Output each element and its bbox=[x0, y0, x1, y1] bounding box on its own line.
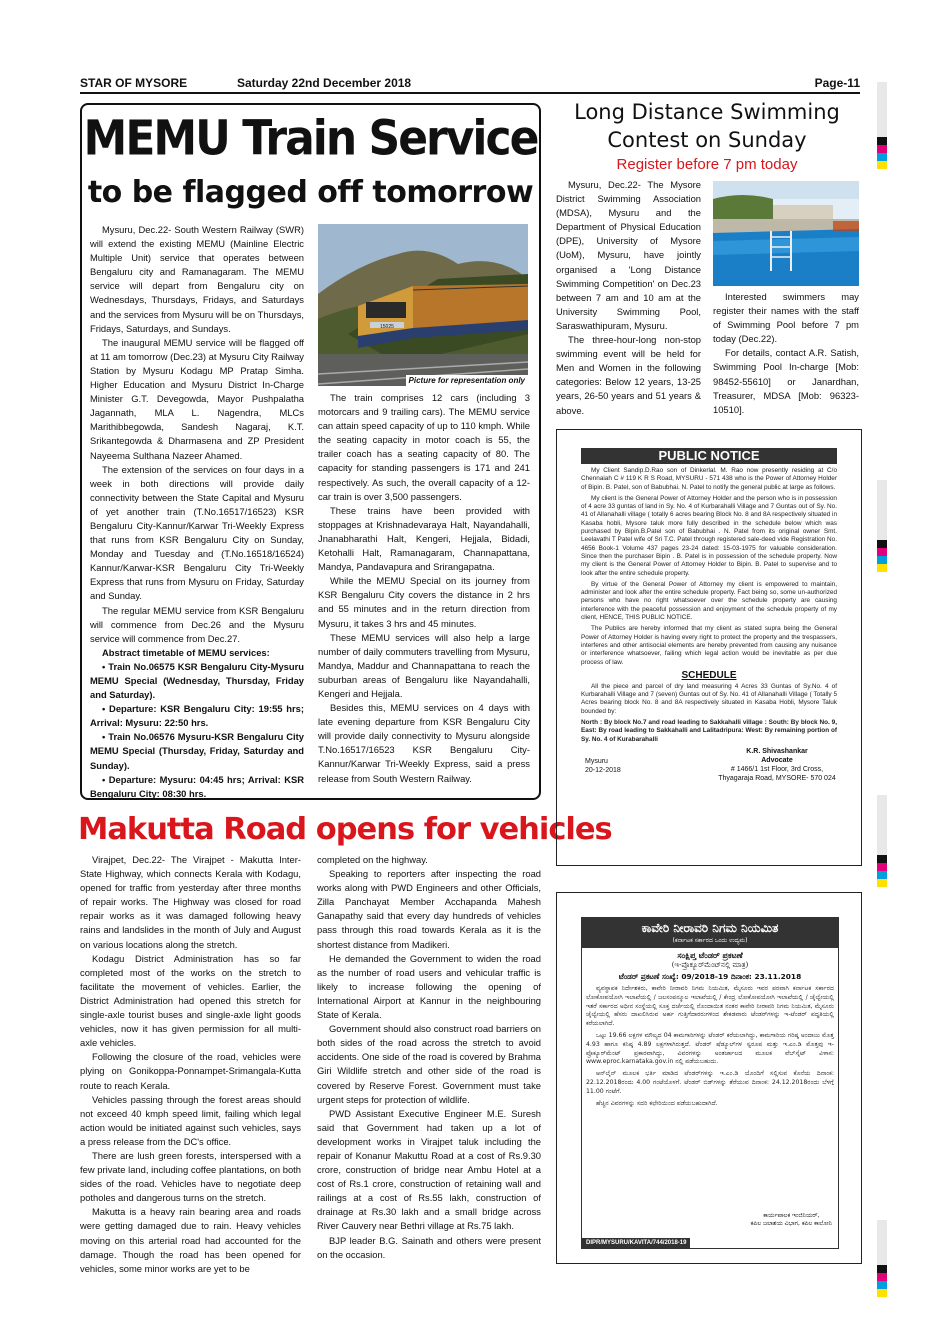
tender-org-sub: (ಕರ್ನಾಟಕ ಸರ್ಕಾರದ ಒಂದು ಉದ್ಯಮ) bbox=[582, 936, 838, 948]
memu-para: These MEMU services will also help a large number of daily commuters travelling from Mysuru, Mandya, Maddur and Channapattana to reach the suburban areas of Bengaluru like Nayandahalli, Kengeri and Hejjala. bbox=[318, 631, 530, 699]
memu-para: The regular MEMU service from KSR Bengaluru will commence from Dec.26 and the Mysuru service will commence from Dec.27. bbox=[90, 604, 304, 644]
train-photo bbox=[318, 224, 528, 386]
swim-subheadline: Register before 7 pm today bbox=[616, 156, 798, 173]
memu-para: While the MEMU Special on its journey from KSR Bengaluru City covers the distance in 2 hrs and 55 minutes and in the return direction from Mysuru, it takes 3 hrs and 45 minutes. bbox=[318, 575, 530, 629]
swim-headline-2: Contest on Sunday bbox=[607, 128, 807, 152]
advocate-name: K.R. Shivashankar bbox=[746, 747, 808, 755]
swim-column-1 bbox=[556, 178, 701, 418]
memu-article-box bbox=[80, 103, 541, 800]
swim-headline-1: Long Distance Swimming bbox=[574, 100, 840, 124]
tender-org: ಕಾವೇರಿ ನೀರಾವರಿ ನಿಗಮ ನಿಯಮಿತ bbox=[582, 918, 838, 936]
makutta-para: He demanded the Government to widen the road as the number of road users and vehicular traffic is likely to increase following the opening of International Airport at Kannur in the neighbouring State of Kerala. bbox=[317, 952, 541, 1021]
memu-column-2 bbox=[318, 391, 530, 791]
notice-para: My Client Sandip.D.Rao son of Dinkerlal. M. Rao now presently residing at C/o Chennaiah C # 119 K R S Road, MYSURU - 571 438 who is the Power of Attorney Holder of Bipin. B. Patel, son of Babubhai. N. Patel to notify the general public at large as follows. bbox=[581, 467, 837, 491]
tender-para: ಒಟ್ಟು 19.66 ಲಕ್ಷಗಳ ಮೌಲ್ಯದ 04 ಕಾಮಗಾರಿಗಳನ್ನು ಟೆಂಡರ್ ಕರೆಯಲಾಗಿದ್ದು, ಕಾಮಗಾರಿಯ ಗರಿಷ್ಠ ಅಂದಾಜು ಮೊತ್ತ 4.93 ಹಾಗೂ ಕನಿಷ್ಠ 4.89 ಲಕ್ಷಗಳಾಗಿರುತ್ತದೆ. ಟೆಂಡರ್ ಷೆಡ್ಯೂಲ್‌ಗಳ ಸ್ವರೂಪ ಮತ್ತು ಇ.ಎಂ.ಡಿ ಮೊತ್ತವು ಇ-ಪ್ರೊಕ್ಯೂರ್‌ಮೆಂಟ್ ಪ್ರಕಾರವಾಗಿದ್ದು, ವಿವರಗಳನ್ನು ಅಂತರ್ಜಾಲದ ಮೂಲಕ ವೆಬ್‌ಸೈಟ್ ವಿಳಾಸ: www.eproc.karnataka.gov.in ನಲ್ಲಿ ಪಡೆಯಬಹುದು. bbox=[586, 1031, 834, 1066]
makutta-para: There are lush green forests, interspersed with a few private land, including coffee plantations, on both sides of the road. Vehicles have to negotiate deep potholes and dangerous turns on the stretch. bbox=[80, 1149, 301, 1204]
issue-date: Saturday 22nd December 2018 bbox=[237, 76, 412, 90]
makutta-para: PWD Assistant Executive Engineer M.E. Suresh said that Government had taken up a lot of development works in Virajpet taluk including the repair of Konanur Makuttu Road at a cost of Rs.9.30 crore, construction of bridge near Ambu Hotel at a cost of Rs.1 crore, construction of retaining wall and railings at a cost of Rs.55 lakh, construction of drainage at Rs.30 lakh and a small bridge across River Cauvery near Bethri village at Rs.75 lakh. bbox=[317, 1107, 541, 1232]
registration-marks-1 bbox=[877, 82, 887, 169]
tender-heading-1: ಸಂಕ್ಷಿಪ್ತ ಟೆಂಡರ್ ಪ್ರಕಟಣೆ bbox=[677, 951, 743, 960]
public-notice bbox=[556, 429, 862, 866]
memu-subheadline: to be flagged off tomorrow bbox=[87, 175, 534, 210]
notice-para: The Publics are hereby informed that my client as stated supra being the General Power of Attorney Holder is having every right to protect the property and the trespassers, interferes and other antisocial elements are hereby prevented from causing any nuisance or interference whatsoever, failing which legal action would be inevitable as per due process of law. bbox=[581, 625, 837, 666]
makutta-para: Speaking to reporters after inspecting the road works along with PWD Engineers and other Officials, Zilla Panchayat Member Acchapanda Mahesh Ganapathy said that every day hundreds of vehicles pass through this road towards Kerala as it is the shortest distance from Madikeri. bbox=[317, 868, 541, 950]
timetable-heading: Abstract timetable of MEMU services: bbox=[102, 646, 270, 658]
makutta-para: Vehicles passing through the forest areas should not exceed 40 kmph speed limit, failing which legal action would be initiated against such vehicles, says a press release from the DC's office. bbox=[80, 1093, 301, 1147]
page-number: Page-11 bbox=[814, 76, 860, 90]
memu-para: Besides this, MEMU services on 4 days with late evening departure from KSR Bengaluru City will provide daily connectivity to Mysuru alongside T.No.16517/16523 KSR Bengaluru City-Kannur/Karwar Tri-Weekly Express, said a press release from South Western Railway. bbox=[318, 702, 530, 784]
train-number: 15025 bbox=[380, 324, 394, 330]
makutta-column-2 bbox=[317, 853, 541, 1263]
tender-para: ಆನ್‌ಲೈನ್ ಮೂಲಕ ಭರ್ತಿ ಮಾಡಿದ ಟೆಂಡರ್‌ಗಳನ್ನು ಇ.ಎಂ.ಡಿ ಯೊಂದಿಗೆ ಸಲ್ಲಿಸುವ ಕೊನೆಯ ದಿನಾಂಕ: 22.12.2018ರಂದು 4.00 ಗಂಟೆಯೊಳಗೆ. ಟೆಂಡರ್ ಬಿಡ್‌ಗಳನ್ನು ತೆರೆಯುವ ದಿನಾಂಕ: 24.12.2018ರಂದು ಬೆಳಗ್ಗೆ 11.00 ಗಂಟೆಗೆ. bbox=[586, 1070, 834, 1095]
registration-marks-4 bbox=[877, 1220, 887, 1297]
timetable-item: • Train No.06575 KSR Bengaluru City-Mysuru MEMU Special (Wednesday, Thursday, Friday and Saturday). bbox=[90, 660, 304, 701]
tender-code: DIPR/MYSURU/KAVITA/744/2018-19 bbox=[582, 1238, 690, 1248]
tender-signatory-2: ಕಪಿಲ ಜಲಾಶಯ ವಿಭಾಗ, ಕಪಿಲ ಕಾಲೋನಿ bbox=[750, 1220, 832, 1227]
memu-para: The extension of the services on four days in a week in both directions will provide daily connectivity between the State Capital and Mysuru of yet another train (T.No.16517/16523) KSR Bengaluru City-Kannur/Karwar Tri-Weekly Express that runs from KSR Bengaluru City on Sunday, Monday and Tuesday and (T.No.16518/16524) Kannur/Karwar-KSR Bengaluru City Tri-Weekly Express that runs from Mysuru on Friday, Saturday and Sunday. bbox=[90, 463, 304, 602]
makutta-para: Makutta is a heavy rain bearing area and roads were getting damaged due to rain. Heavy vehicles moving on this arterial road had accounted for the damage. Though the road has been opened for vehicles, some minor works are yet to be bbox=[80, 1206, 301, 1274]
memu-para: The inaugural MEMU service will be flagged off at 11 am tomorrow (Dec.23) at Mysuru City Railway Station by Mysuru Kodagu MP Pratap Simha. Higher Education and Mysuru District In-Charge Minister G.T. Devegowda, Mayor Pushpalatha Jagannath, MLA L. Nagendra, MLCs Marithibbegowda, Sandesh Nagaraj, K.T. Srikantegowda & Dharmasena and ZP President Nayeema Sulthana Nazeer Ahamed. bbox=[90, 336, 304, 461]
memu-column-1 bbox=[90, 223, 304, 799]
advocate-address-2: Thyagaraja Road, MYSORE- 570 024 bbox=[718, 774, 836, 782]
tender-para: ಹೆಚ್ಚಿನ ವಿವರಗಳನ್ನು ಸದರಿ ಕಛೇರಿಯಿಂದ ಪಡೆಯಬಹುದಾಗಿದೆ. bbox=[596, 1099, 718, 1107]
schedule-text: All the piece and parcel of dry land measuring 4 Acres 33 Guntas of Sy.No. 4 of Kurbarahalli Village and 7 (seven) Guntas out of Sy. No. 41 of Allanahalli Village ( Totally 5 Acres bearing block No. 8 and 8A respectively situated in Kasaba Hobli, Mysore Taluk bounded by: bbox=[581, 682, 837, 715]
timetable-item: • Train No.06576 Mysuru-KSR Bengaluru City MEMU Special (Thursday, Friday, Saturday and Sunday). bbox=[90, 731, 304, 771]
makutta-para: Virajpet, Dec.22- The Virajpet - Makutta Inter-State Highway, which connects Kerala with Kodagu, opened for traffic from yesterday after three months of repair works. The Highway was closed for road repair works as it was damaged following heavy rains and landslides in the month of July and August on various locations along the stretch. bbox=[80, 854, 301, 950]
makutta-para: Kodagu District Administration has so far completed most of the works on the stretch to facilitate the movement of vehicles. Earlier, the District Administration had opened this stretch for single-axle tourist buses and single-axle light goods vehicles, now it has given permission for all multi-axle vehicles. bbox=[80, 952, 301, 1049]
advocate-role: Advocate bbox=[761, 756, 793, 764]
notice-date: 20-12-2018 bbox=[585, 766, 621, 774]
makutta-para: completed on the highway. bbox=[317, 854, 428, 865]
timetable-item: • Departure: Mysuru: 04:45 hrs; Arrival: KSR Bengaluru City: 08:30 hrs. bbox=[90, 773, 304, 799]
page-header bbox=[80, 76, 860, 94]
tender-heading-2: (ಇ-ಪ್ರೊಕ್ಯೂರ್‌ಮೆಂಟ್‌ನಲ್ಲಿ ಮಾತ್ರ) bbox=[671, 961, 749, 969]
makutta-para: BJP leader B.G. Sainath and others were present on the occasion. bbox=[317, 1234, 541, 1260]
swim-para: The three-hour-long non-stop swimming event will be held for Men and Women in the following categories: Below 12 years, 13-25 years, 26-50 years and 51 years & above. bbox=[556, 334, 701, 416]
memu-headline: MEMU Train Service bbox=[83, 110, 538, 167]
notice-title: PUBLIC NOTICE bbox=[581, 448, 837, 464]
tender-number: ಟೆಂಡರ್ ಪ್ರಕಟಣೆ ಸಂಖ್ಯೆ: 09/2018-19 ದಿನಾಂಕ: 23.11.2018 bbox=[618, 972, 802, 981]
swim-para: Mysuru, Dec.22- The Mysore District Swimming Association (MDSA), Mysuru and the Department of Physical Education (DPE), University of Mysore (UoM), Mysuru, have jointly organised a 'Long Distance Swimming Competition' on Dec.23 between 7 am and 10 am at the University Swimming Pool, Saraswathipuram, Mysuru. bbox=[556, 179, 701, 331]
swim-column-2 bbox=[713, 290, 859, 420]
pool-image bbox=[713, 181, 859, 286]
notice-place: Mysuru bbox=[585, 757, 608, 765]
tender-signatory-1: ಕಾರ್ಯಪಾಲಕ ಇಂಜಿನಿಯರ್, bbox=[763, 1212, 820, 1219]
paper-name: STAR OF MYSORE bbox=[80, 76, 188, 90]
swimming-pool-photo bbox=[713, 181, 859, 286]
makutta-headline: Makutta Road opens for vehicles bbox=[78, 812, 612, 847]
schedule-bounds: North : By block No.7 and road leading to Sakkahalli village : South: By block No. 9, East: By road leading to Sakkahalli and Lalitadripura: West: By remaining portion of Sy. No. 4 of Kurabarahalli bbox=[581, 719, 837, 743]
registration-marks-3 bbox=[877, 795, 887, 887]
memu-para: These trains have been provided with stoppages at Krishnadevaraya Halt, Nayandahalli, Jnanabharathi Halt, Kengeri, Hejjala, Bidadi, Ketohalli Halt, Ramanagaram, Channapattana, Mandya, Pandavapura and Srirangapatna. bbox=[318, 504, 530, 573]
notice-para: By virtue of the General Power of Attorney my client is empowered to maintain, administer and look after the entire schedule property. Fact being so, some un-authorized persons who have no right whatsoever over the schedule property are causing interference with the peaceful possession and enjoyment of the schedule property of my client, HENCE, THIS PUBLIC NOTICE. bbox=[581, 580, 837, 622]
memu-para: The train comprises 12 cars (including 3 motorcars and 9 trailing cars). The MEMU service can attain speed capacity of up to 110 kmph. While the seating capacity in motor coach is 55, the trailer coach has a seating capacity of 80. The capacity for standing passengers is 171 and 241 respectively. As such, the overall capacity of a 12-car train is over 3,500 passengers. bbox=[318, 392, 530, 502]
schedule-title: SCHEDULE bbox=[681, 669, 737, 681]
makutta-column-1 bbox=[80, 853, 301, 1274]
timetable-item: • Departure: KSR Bengaluru City: 19:55 hrs; Arrival: Mysuru: 22:50 hrs. bbox=[90, 703, 304, 729]
advocate-address-1: # 1466/1 1st Floor, 3rd Cross, bbox=[730, 765, 824, 773]
notice-para: My client is the General Power of Attorney Holder and the person who is in possession of 4 acre 33 guntas of land in Sy. No. 4 of Kurbarahalli Village and 7 Guntas out of Sy. No. 41 of Allanahalli village ( totally 6 acres bearing Block No. 8 and 8A respectively situated in Kasaba hobli, Mysore taluk more fully described in the schedule below which was purchased by Bipin.B.Patel son of Babubhai . N. Patel from its original owner Smt. Leelavathi T Patel wife of Sri T.C. Patel through registered sale-deed vide Registration No. 4656 Book-1 Volume 437 pages 23-24 dated: 15-03-1975 for valuable consideration. Since then the purchaser Bipin . B. Patel is in possession of the schedule property. Now my client is the General Power of Attorney Holder to Bipin. B. Patel to supervise and to look after the entire schedule property. bbox=[581, 494, 837, 577]
makutta-para: Following the closure of the road, vehicles were plying on Gonikoppa-Ponnampet-Srimangala-Kutta route to reach Kerala. bbox=[80, 1051, 301, 1091]
tender-notice bbox=[556, 892, 862, 1264]
memu-para: Mysuru, Dec.22- South Western Railway (SWR) will extend the existing MEMU (Mainline Electric Multiple Unit) service that operates between Bengaluru city and Ramanagaram. The MEMU service will depart from Bengaluru city on Wednesdays, Thursdays, Fridays, and Saturdays and the services from Mysuru will be on Thursdays, Fridays, Saturdays, and Sundays. bbox=[90, 224, 304, 334]
makutta-para: Government should also construct road barriers on both sides of the road across the stretch to avoid accidents. One side of the road is covered by Brahma Giri Wildlife stretch and other side of the road is covered by Reserve Forest. Government must take urgent steps for protection of wildlife. bbox=[317, 1023, 541, 1105]
swim-para: For details, contact A.R. Satish, Swimming Pool In-charge [Mob: 98452-55610] or Janardhan, Treasurer, MDSA [Mob: 96323-10510]. bbox=[713, 347, 859, 415]
tender-para: ವ್ಯವಸ್ಥಾಪಕ ನಿರ್ದೇಶಕರು, ಕಾವೇರಿ ನೀರಾವರಿ ನಿಗಮ ನಿಯಮಿತ, ಮೈಸೂರು ಇವರ ಪರವಾಗಿ ಕರ್ನಾಟಕ ಸರ್ಕಾರದ ಲೋಕೋಪಯೋಗಿ ಇಲಾಖೆಯಲ್ಲಿ / ಜಲಸಂಪನ್ಮೂಲ ಇಲಾಖೆಯಲ್ಲಿ / ಕೇಂದ್ರ ಲೋಕೋಪಯೋಗಿ ಇಲಾಖೆಯಲ್ಲಿ / ಚೈಲ್ವೇಯಲ್ಲಿ ಇತರೆ ಸರ್ಕಾರದ ಅಧೀನ ಸಂಸ್ಥೆಯಲ್ಲಿ ಸೂಕ್ತ ದರ್ಜೆಯಲ್ಲಿ ನೊಂದಾಯಿತ ನಂತರ ಕಾವೇರಿ ನೀರಾವರಿ ನಿಗಮ ನಿಯಮಿತ, ಮೈಸೂರು ಚೈಲ್ವೇಯಲ್ಲಿ ಹೆಸರು ದಾಖಲಿಸಿರುವ ಅರ್ಹ ಗುತ್ತಿಗೆದಾರರುಗಳಿಂದ ಶೇಕಡವಾರು ಟೆಂಡರ್‌ಗಳನ್ನು ಇ-ಟೆಂಡರ್ ಪದ್ಧತಿಯಲ್ಲಿ ಕರೆಯಲಾಗಿದೆ. bbox=[586, 985, 834, 1028]
registration-marks-2 bbox=[877, 480, 887, 572]
swim-para: Interested swimmers may register their names with the staff of Swimming Pool before 7 pm today (Dec.22). bbox=[713, 291, 859, 345]
train-image bbox=[318, 224, 528, 386]
photo-caption: Picture for representation only bbox=[406, 375, 528, 386]
